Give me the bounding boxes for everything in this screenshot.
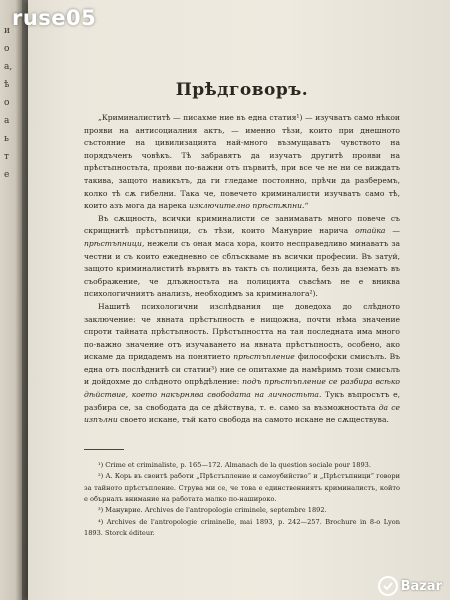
footnote-divider bbox=[84, 449, 124, 450]
left-page-edge bbox=[0, 0, 22, 600]
footnote: ²) А. Корь въ своитѣ работи „Прѣстъпление и самоубийство“ и „Прѣстъпници“ говори за тайното прѣстъпление. Струва ми се, че това е единственниятъ криминалистъ, който е обърналъ внимание на работата малко по-нашироко. bbox=[84, 472, 400, 504]
left-page-fragment: о bbox=[4, 98, 10, 108]
footnote: ¹) Crime et criminaliste, p. 165—172. Almanach de la question sociale pour 1893. bbox=[98, 460, 371, 469]
left-page-fragment: т bbox=[4, 152, 9, 162]
footnote: ³) Мануврие. Archives de l'antropologie criminele, septembre 1892. bbox=[98, 506, 327, 515]
left-page-fragment: е bbox=[4, 170, 10, 180]
paragraph: Въ сѫщность, всички криминалисти се занимаватъ много повече съ скрищнитѣ прѣстъпници, съ тѣзи, които Мануврие нарича отайка — прѣстъпници, нежели съ оная маса хора, които несправедливо минаватъ за честни и съ които ежедневно се сблъскваме въ всички професии. Въ затуй, защото криминалиститѣ вървятъ въ тактъ съ полицията, безъ да взематъ въ съображение, че длъжностьта на полицията съвсѣмъ не е вниква психологичниятъ анализъ, необходимъ за криминалога²). bbox=[84, 213, 400, 299]
page-title: Прѣдговоръ. bbox=[175, 80, 309, 100]
watermark-top: ruse05 bbox=[12, 6, 97, 30]
bazar-logo-icon bbox=[378, 576, 398, 596]
left-page-fragment: а, bbox=[4, 62, 13, 72]
watermark-bottom-text: Bazar bbox=[400, 578, 442, 594]
paragraph: Нашитѣ психологични изслѣдвания ще доведоха до слѣдното заключение: че явната прѣстъпность е нищожна, почти нѣма значение спроти тайната прѣстъпность. Прѣстъпността на тая последната има много по-важно значение отъ изучаването на явната прѣстъпность, особено, ако искаме да придадемъ на понятието прѣстъпление философски смисълъ. Въ една отъ послѣднитѣ си статии³) ние се опитахме да намѣримъ този смисълъ и дойдохме до слѣдното опрѣдѣление: подъ прѣстъпление се разбира всѣко дѣйствие, което накърнява свободата на личностьта. Тукъ въпросътъ е, разбира се, за свободата да се дѣйствува, т. е. само за възможностьта да се изпълни своето искане, тъй като свобода на самото искане не сѫществува. bbox=[84, 301, 400, 425]
left-page-fragment: и bbox=[4, 26, 10, 36]
left-page-fragment: ѣ bbox=[4, 80, 10, 90]
left-page-fragment: а bbox=[4, 116, 10, 126]
watermark-bottom bbox=[378, 576, 442, 596]
page-content bbox=[84, 80, 400, 540]
left-page-fragment: о bbox=[4, 44, 10, 54]
paragraph: „Криминалиститѣ — писахме ние въ една статия¹) — изучватъ само нѣкои прояви на антисоциалния актъ, — именно тѣзи, които при днешното състояние на цивилизацията най-много възмущаватъ чувството на порядъченъ човѣкъ. Тѣ забравятъ да изучатъ другитѣ прояви на прѣстъпностьта, прояви по-важни отъ първитѣ, при все че не ни се виждатъ такива, защото навикътъ, да ги гледаме постоянно, прѣчи да разберемъ, колко тѣ сѫ гибелни. Така че, повечето криминалисти изучватъ само тѣ, които азъ мога да нарека изключително прѣстѫпни.“ bbox=[84, 113, 400, 211]
footnote: ⁴) Archives de l'antropologie criminelle, mai 1893, p. 242—257. Brochure in 8-o Lyon 1893. Storck éditeur. bbox=[84, 517, 400, 538]
left-page-fragment: ь bbox=[4, 134, 9, 144]
